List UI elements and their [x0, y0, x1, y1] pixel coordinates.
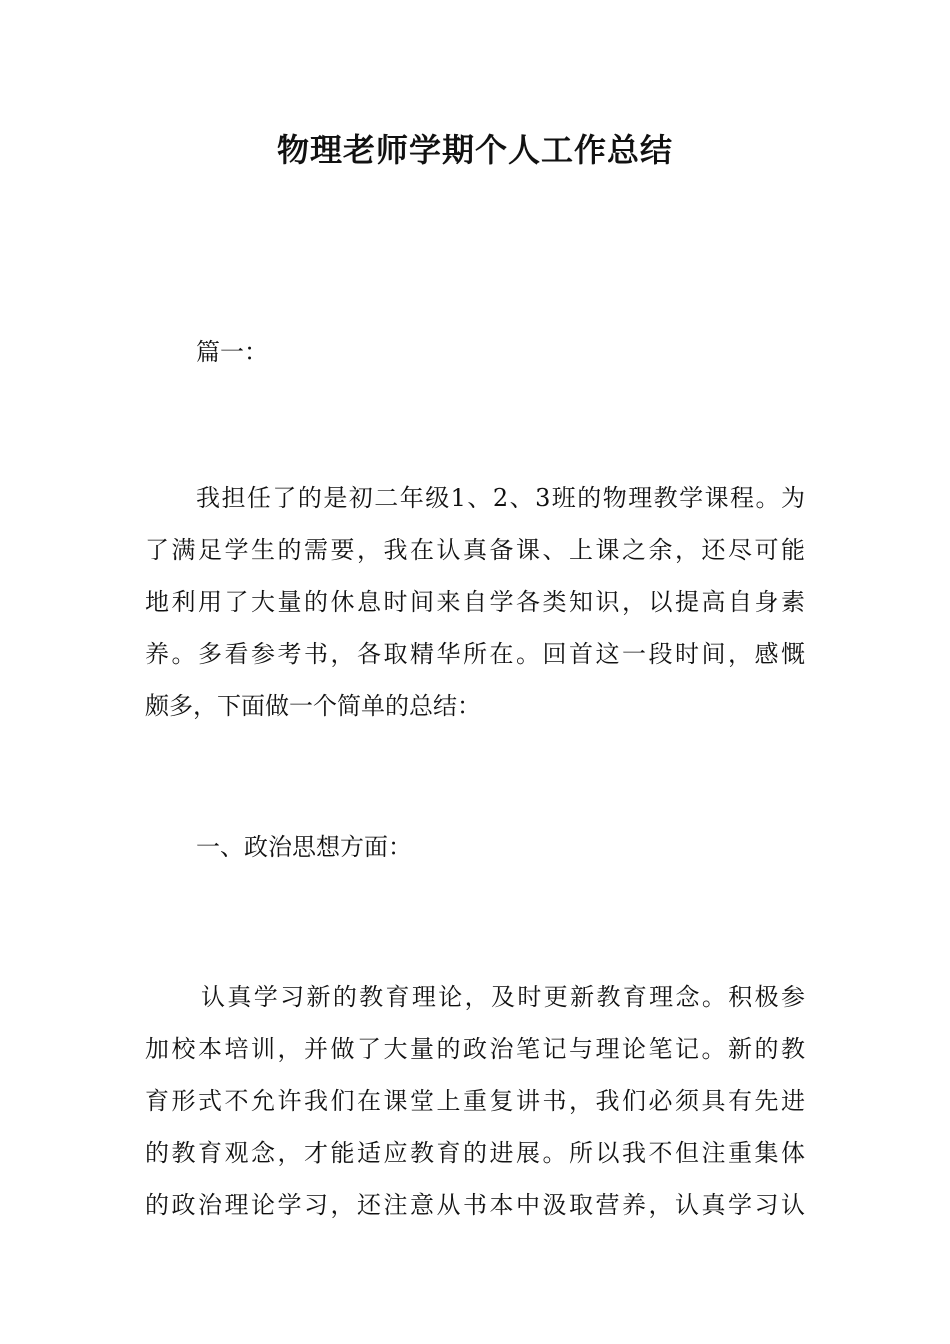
- document-title: 物理老师学期个人工作总结: [276, 131, 673, 169]
- paragraph-line: 育形式不允许我们在课堂上重复讲书，我们必须具有先进: [145, 1087, 805, 1115]
- paragraph-line: 的政治理论学习，还注意从书本中汲取营养，认真学习认: [145, 1191, 805, 1219]
- paragraph-line: 认真学习新的教育理论，及时更新教育理念。积极参: [201, 983, 805, 1011]
- section-heading-political: 一、政治思想方面：: [196, 833, 412, 861]
- section-label: 篇一：: [196, 338, 268, 366]
- intro-paragraph: [145, 472, 805, 732]
- political-paragraph: [145, 971, 805, 1231]
- paragraph-line: 了满足学生的需要，我在认真备课、上课之余，还尽可能: [145, 536, 805, 564]
- paragraph-line: 加校本培训，并做了大量的政治笔记与理论笔记。新的教: [145, 1035, 805, 1063]
- paragraph-line: 养。多看参考书，各取精华所在。回首这一段时间，感慨: [145, 640, 805, 668]
- paragraph-line: 我担任了的是初二年级1、2、3班的物理教学课程。为: [196, 484, 805, 512]
- paragraph-line: 颇多，下面做一个简单的总结：: [145, 692, 481, 720]
- paragraph-line: 地利用了大量的休息时间来自学各类知识，以提高自身素: [145, 588, 805, 616]
- paragraph-line: 的教育观念，才能适应教育的进展。所以我不但注重集体: [145, 1139, 805, 1167]
